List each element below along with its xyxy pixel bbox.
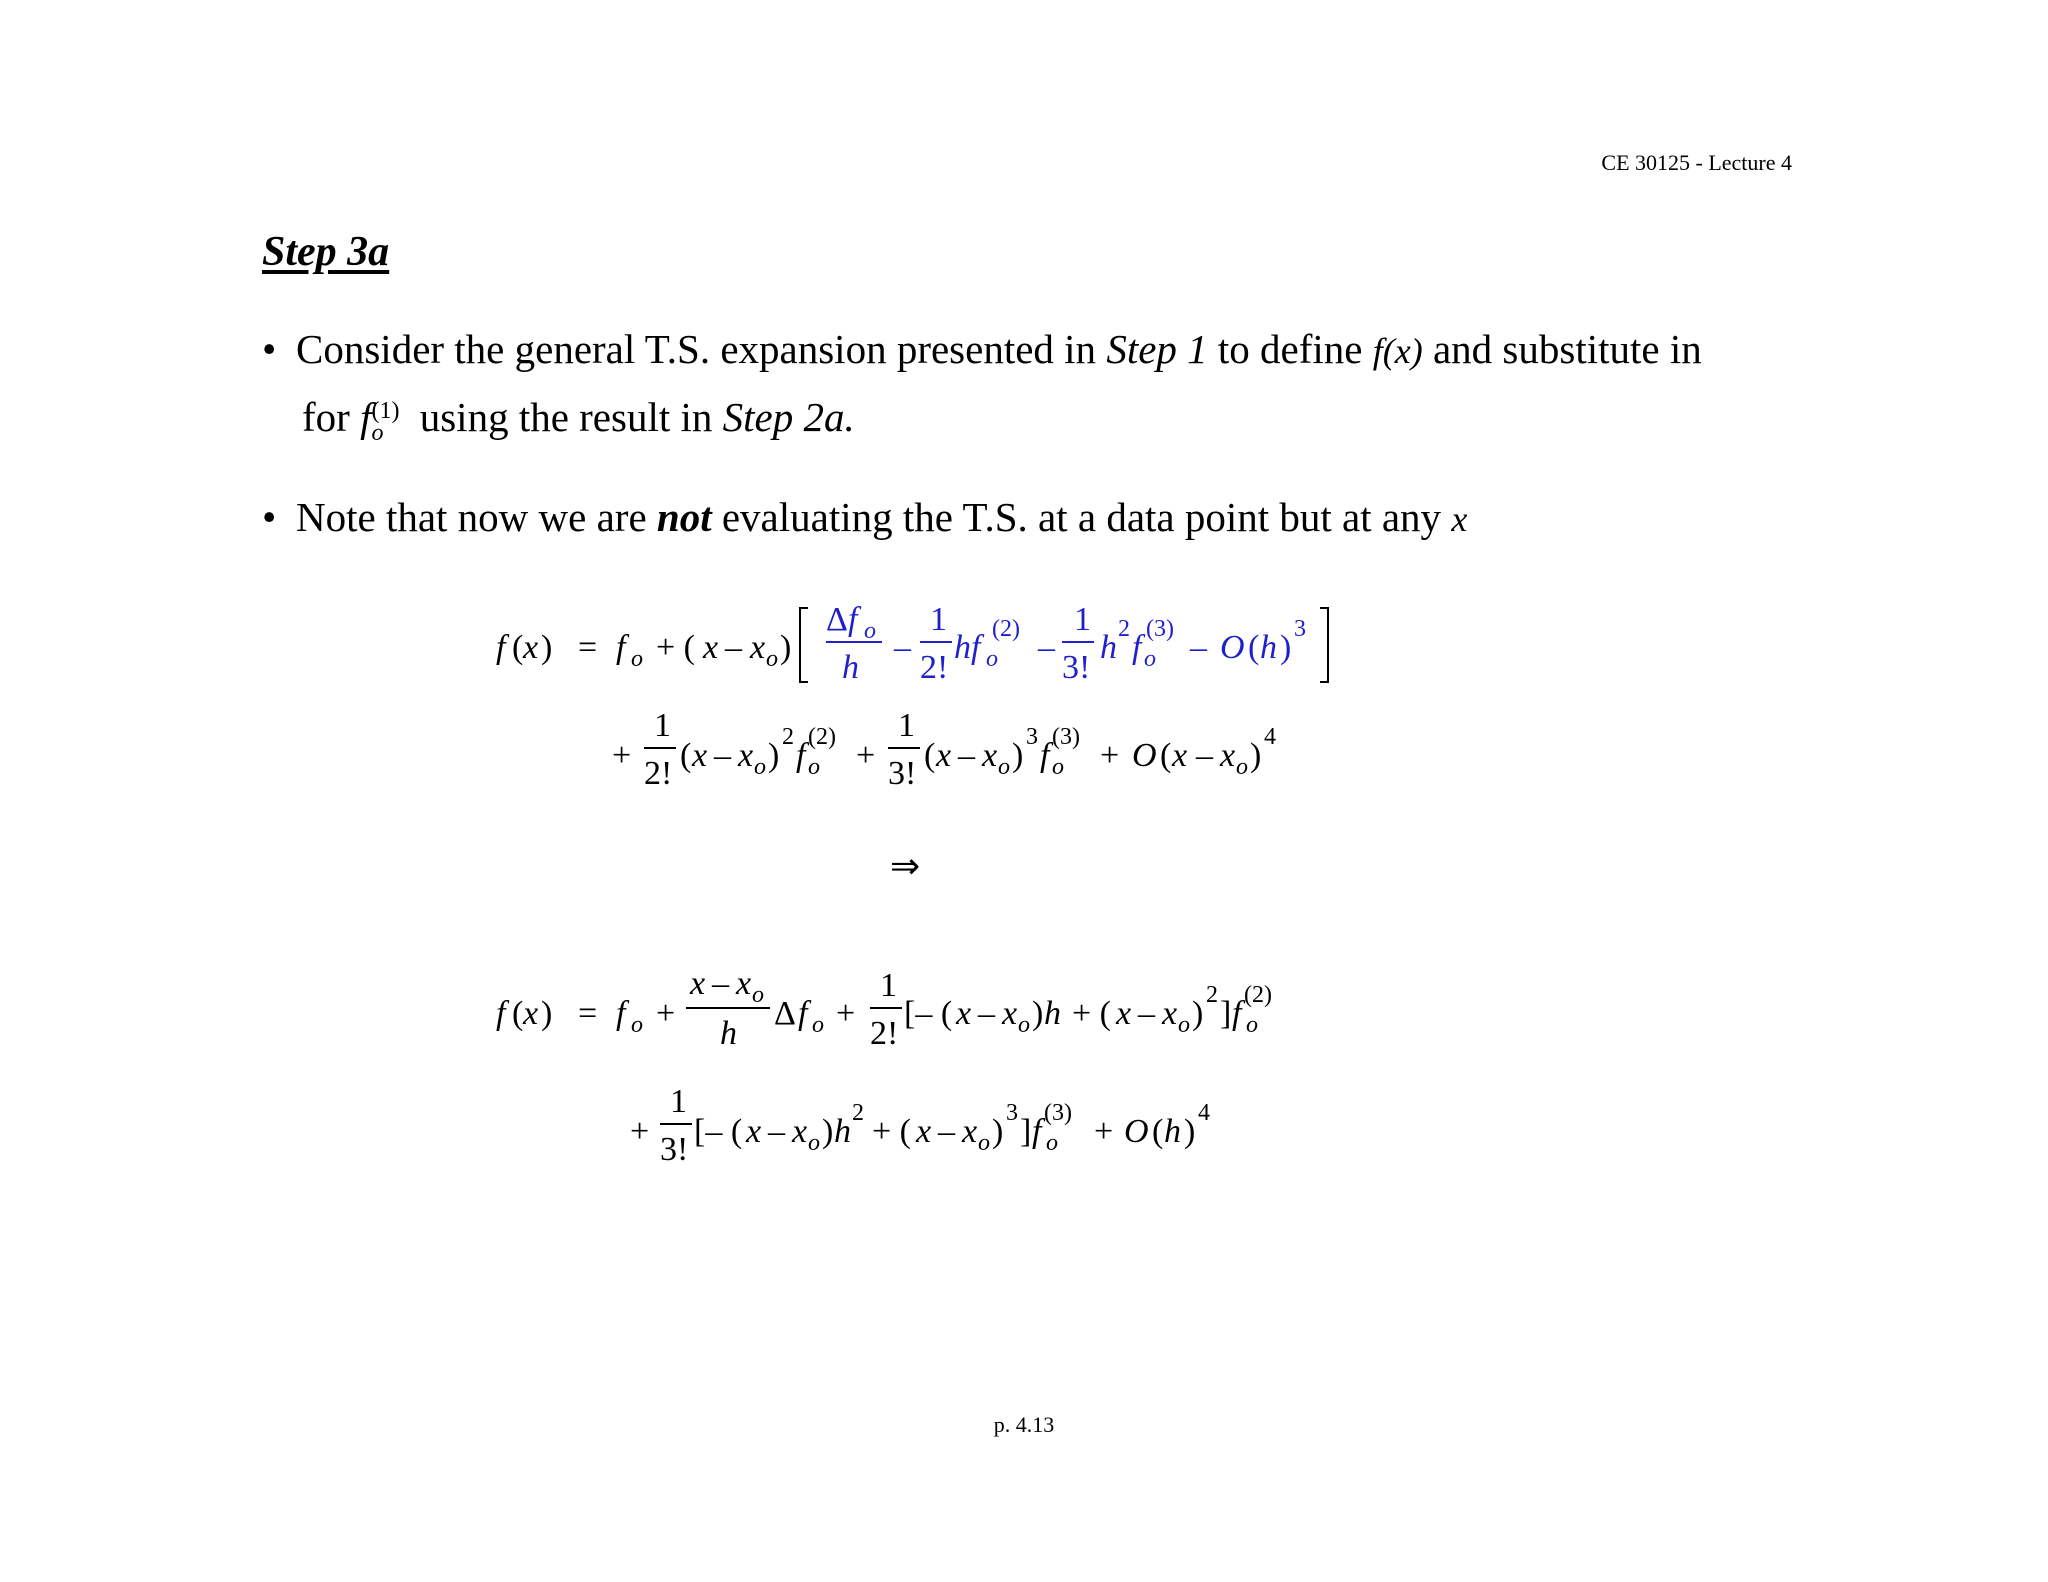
svg-text:2: 2: [1118, 616, 1130, 642]
svg-text:x: x: [916, 1113, 932, 1150]
svg-text:3!: 3!: [1062, 649, 1091, 686]
svg-text:–: –: [894, 629, 911, 666]
svg-text:+ (: + (: [656, 629, 695, 666]
svg-text:f: f: [496, 995, 506, 1032]
inline-math-fx: f(x): [1372, 331, 1423, 371]
svg-text:4: 4: [1264, 724, 1276, 750]
svg-text:f: f: [1032, 1113, 1042, 1150]
lecture-header: CE 30125 - Lecture 4: [1601, 150, 1792, 175]
svg-text:3: 3: [1006, 1100, 1018, 1126]
svg-text:f: f: [798, 995, 808, 1032]
svg-text:=: =: [578, 995, 598, 1032]
emphasis-text: not: [656, 494, 712, 540]
svg-text:+ (: + (: [872, 1113, 911, 1150]
svg-text:(: (: [924, 737, 936, 774]
equation-taylor-expanded: [0, 946, 2048, 1176]
svg-text:x: x: [523, 995, 539, 1032]
svg-text:+: +: [612, 737, 632, 774]
svg-text:(3): (3): [1044, 1100, 1072, 1126]
svg-text:x: x: [703, 629, 719, 666]
svg-text:–: –: [725, 629, 742, 666]
svg-text:3: 3: [1026, 724, 1038, 750]
svg-text:x: x: [1116, 995, 1132, 1032]
svg-text:f: f: [1040, 737, 1050, 774]
svg-text:–: –: [958, 737, 975, 774]
svg-text:x: x: [692, 737, 708, 774]
section-heading: Step 3a: [262, 229, 390, 275]
svg-text:o: o: [1178, 1012, 1190, 1038]
svg-text:x: x: [982, 737, 998, 774]
svg-text:o: o: [808, 1130, 820, 1156]
svg-text:o: o: [766, 646, 778, 672]
bullet-marker: •: [262, 494, 277, 540]
svg-text:]: ]: [1020, 1113, 1032, 1150]
svg-text:–: –: [938, 1113, 955, 1150]
svg-text:1: 1: [880, 967, 897, 1004]
svg-text:h: h: [1164, 1113, 1181, 1150]
page-number: p. 4.13: [993, 1412, 1055, 1437]
svg-text:x: x: [936, 737, 952, 774]
svg-text:–: –: [1190, 629, 1207, 666]
svg-text:–: –: [1038, 629, 1055, 666]
implies-arrow: ⇒: [890, 846, 921, 887]
svg-text:): ): [1032, 995, 1044, 1032]
svg-text:): ): [541, 629, 553, 666]
svg-text:(: (: [1248, 629, 1260, 666]
svg-text:o: o: [998, 754, 1010, 780]
svg-text:f: f: [1232, 995, 1242, 1032]
svg-text:+: +: [1100, 737, 1120, 774]
svg-text:h: h: [1044, 995, 1061, 1032]
svg-text:o: o: [1246, 1012, 1258, 1038]
svg-text:o: o: [1144, 646, 1156, 672]
inline-math-fo1: f (1) o: [360, 394, 400, 446]
svg-text:f: f: [796, 737, 806, 774]
svg-text:+: +: [630, 1113, 650, 1150]
svg-text:h: h: [1260, 629, 1277, 666]
svg-text:Δ: Δ: [826, 601, 848, 638]
svg-text:f: f: [496, 629, 506, 666]
svg-text:x: x: [956, 995, 972, 1032]
svg-text:x: x: [962, 1113, 978, 1150]
svg-text:): ): [822, 1113, 834, 1150]
svg-text:–: –: [1196, 737, 1213, 774]
svg-text:(: (: [512, 995, 524, 1032]
svg-text:[– (: [– (: [694, 1113, 743, 1150]
svg-text:x: x: [750, 629, 766, 666]
svg-text:x: x: [1162, 995, 1178, 1032]
svg-text:+: +: [1094, 1113, 1114, 1150]
svg-text:): ): [780, 629, 792, 666]
svg-text:x: x: [746, 1113, 762, 1150]
svg-text:(2): (2): [992, 616, 1020, 642]
svg-text:h: h: [1100, 629, 1117, 666]
svg-text:x: x: [1172, 737, 1188, 774]
svg-text:hf: hf: [954, 629, 981, 666]
svg-text:x: x: [792, 1113, 808, 1150]
svg-text:2!: 2!: [920, 649, 949, 686]
svg-text:3: 3: [1294, 616, 1306, 642]
svg-text:(: (: [680, 737, 692, 774]
svg-text:–: –: [1138, 995, 1155, 1032]
svg-text:): ): [1012, 737, 1024, 774]
step-reference: Step 1: [1106, 326, 1208, 372]
svg-text:o: o: [1236, 754, 1248, 780]
bullet-item-substitute: • Consider the general T.S. expansion presented in Step 1 to define f(x) and substitute in for f (1) o using the result in Step 2a.: [262, 316, 1792, 450]
svg-text:x: x: [736, 965, 752, 1002]
svg-text:): ): [992, 1113, 1004, 1150]
svg-text:h: h: [720, 1015, 737, 1052]
svg-text:): ): [1280, 629, 1292, 666]
svg-text:(3): (3): [1146, 616, 1174, 642]
svg-text:3!: 3!: [888, 755, 917, 792]
svg-text:(: (: [1160, 737, 1172, 774]
svg-text:(: (: [512, 629, 524, 666]
bullet-marker: •: [262, 326, 277, 372]
svg-text:o: o: [808, 754, 820, 780]
svg-text:h: h: [834, 1113, 851, 1150]
svg-text:): ): [541, 995, 553, 1032]
svg-text:h: h: [842, 649, 859, 686]
svg-text:–: –: [768, 1113, 785, 1150]
svg-text:f: f: [616, 629, 626, 666]
svg-text:]: ]: [1220, 995, 1232, 1032]
svg-text:(2): (2): [1244, 982, 1272, 1008]
svg-text:f: f: [848, 601, 858, 638]
svg-text:x: x: [738, 737, 754, 774]
svg-text:1: 1: [930, 601, 947, 638]
svg-text:+ (: + (: [1072, 995, 1111, 1032]
svg-text:2: 2: [852, 1100, 864, 1126]
svg-text:o: o: [986, 646, 998, 672]
step-reference: Step 2a.: [722, 394, 855, 440]
svg-text:o: o: [752, 982, 764, 1008]
svg-text:2!: 2!: [870, 1015, 899, 1052]
svg-text:x: x: [523, 629, 539, 666]
svg-text:o: o: [978, 1130, 990, 1156]
inline-math-x: x: [1451, 499, 1468, 539]
svg-text:1: 1: [898, 707, 915, 744]
svg-text:1: 1: [654, 707, 671, 744]
svg-text:Δ: Δ: [774, 995, 796, 1032]
svg-text:–: –: [978, 995, 995, 1032]
svg-text:x: x: [1220, 737, 1236, 774]
svg-text:o: o: [1018, 1012, 1030, 1038]
svg-text:3!: 3!: [660, 1131, 689, 1168]
svg-text:2!: 2!: [644, 755, 673, 792]
svg-text:o: o: [631, 1012, 643, 1038]
svg-text:f: f: [1132, 629, 1142, 666]
svg-text:x: x: [1002, 995, 1018, 1032]
svg-text:o: o: [631, 646, 643, 672]
svg-text:(2): (2): [808, 724, 836, 750]
svg-text:): ): [1184, 1113, 1196, 1150]
svg-text:o: o: [812, 1012, 824, 1038]
svg-text:4: 4: [1198, 1100, 1210, 1126]
svg-text:o: o: [754, 754, 766, 780]
svg-text:o: o: [864, 618, 876, 644]
equation-taylor-substituted: [0, 580, 2048, 840]
svg-text:o: o: [1052, 754, 1064, 780]
svg-text:f: f: [616, 995, 626, 1032]
svg-text:(: (: [1152, 1113, 1164, 1150]
svg-text:+: +: [856, 737, 876, 774]
svg-text:–: –: [714, 737, 731, 774]
svg-text:+: +: [836, 995, 856, 1032]
svg-text:O: O: [1124, 1113, 1149, 1150]
svg-text:O: O: [1220, 629, 1245, 666]
svg-text:(3): (3): [1052, 724, 1080, 750]
svg-text:1: 1: [670, 1083, 687, 1120]
svg-text:x: x: [690, 965, 706, 1002]
svg-text:=: =: [578, 629, 598, 666]
svg-text:1: 1: [1074, 601, 1091, 638]
svg-text:O: O: [1132, 737, 1157, 774]
svg-text:o: o: [1046, 1130, 1058, 1156]
svg-text:): ): [1192, 995, 1204, 1032]
svg-text:): ): [1250, 737, 1262, 774]
svg-text:+: +: [656, 995, 676, 1032]
svg-text:): ): [768, 737, 780, 774]
svg-text:2: 2: [782, 724, 794, 750]
svg-text:2: 2: [1206, 982, 1218, 1008]
bullet-item-note: • Note that now we are not evaluating the T.S. at a data point but at any x: [262, 484, 1792, 552]
svg-text:–: –: [712, 965, 729, 1002]
svg-text:[– (: [– (: [904, 995, 953, 1032]
